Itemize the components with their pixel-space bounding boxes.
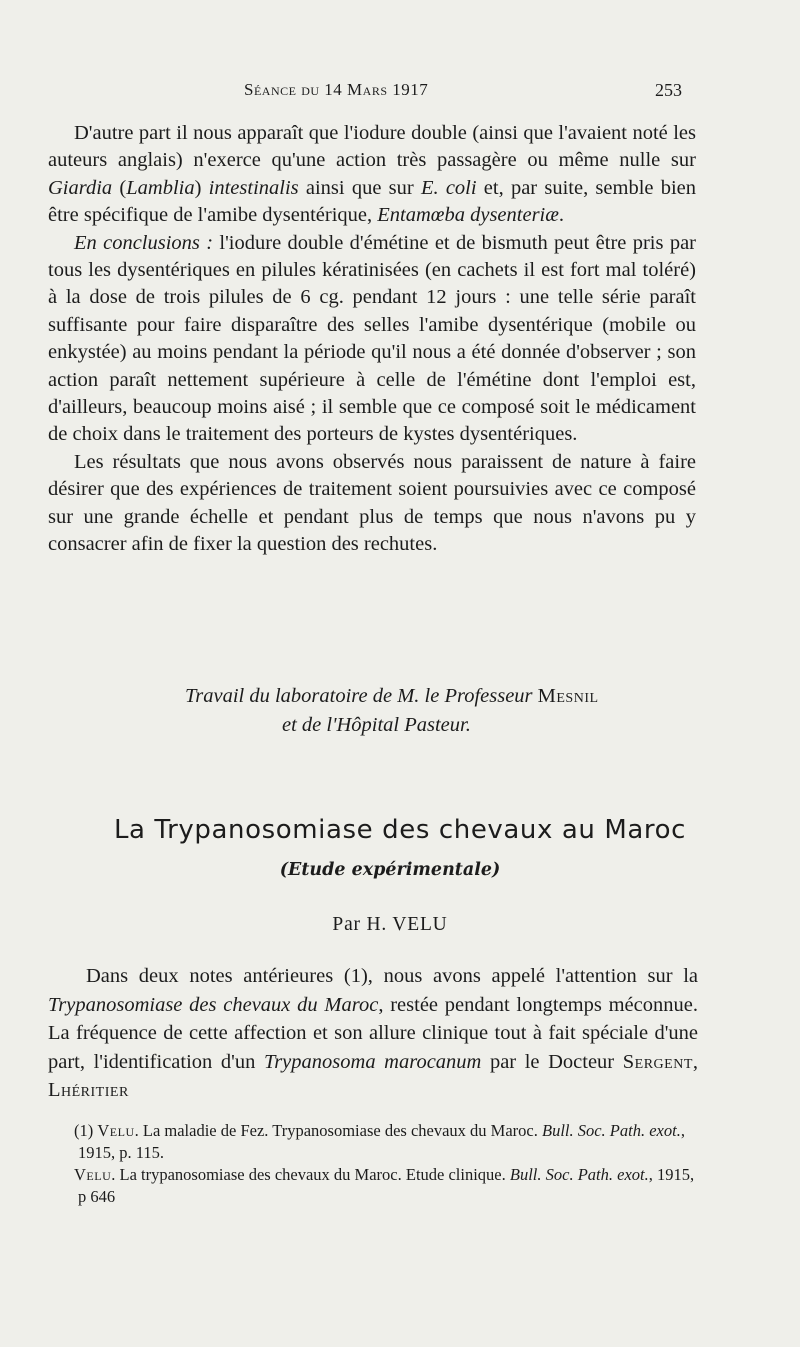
page-number: 253 [655, 80, 682, 100]
author-name: Mesnil [537, 685, 599, 707]
article-title: La Trypanosomiase des chevaux au Maroc [113, 815, 687, 845]
section-conclusion-text [48, 120, 696, 559]
paragraph: Les résultats que nous avons observés nous paraissent de nature à faire désirer que des expériences de traitement soient poursuivies avec ce composé sur une grande échelle et pendant plus de temps que nous n'avons pu y consacrer afin de fixer la question des rechutes. [48, 450, 696, 556]
article-body [48, 962, 698, 1105]
running-head [0, 80, 800, 110]
running-title: Séance du 14 Mars 1917 [244, 80, 429, 99]
paragraph: En conclusions : l'iodure double d'émétine et de bismuth peut être pris par tous les dysentériques en pilules kératinisées (en cachets il est fort mal toléré) à la dose de trois pilules de 6 cg. pendant 12 jours : une telle série paraît suffisante pour faire disparaître des selles l'amibe dysentérique (mobile ou enkystée) au moins pendant la période qu'il nous a été donnée d'observer ; son action paraît nettement supérieure à celle de l'émétine dont l'emploi est, d'ailleurs, beaucoup moins aisé ; il semble que ce composé soit le médicament de choix dans le traitement des porteurs de kystes dysentériques. [48, 231, 696, 446]
lab-credit: Travail du laboratoire de M. le Professeur Mesnil et de l'Hôpital Pasteur. [185, 685, 599, 736]
article-subtitle: (Etude expérimentale) [279, 860, 501, 880]
footnote: (1) Velu. La maladie de Fez. Trypanosomiase des chevaux du Maroc. Bull. Soc. Path. exot., 1915, p. 115. [74, 1121, 685, 1162]
paragraph: Dans deux notes antérieures (1), nous avons appelé l'attention sur la Trypanosomiase des chevaux du Maroc, restée pendant longtemps méconnue. La fréquence de cette affection et son allure clinique tout à fait spéciale d'une part, l'identification d'un Trypanosoma marocanum par le Docteur Sergent, Lhéritier [48, 965, 698, 1101]
paragraph: D'autre part il nous apparaît que l'iodure double (ainsi que l'avaient noté les auteurs anglais) n'exerce qu'une action très passagère ou même nulle sur Giardia (Lamblia) intestinalis ainsi que sur E. coli et, par suite, semble bien être spécifique de l'amibe dysentérique, Entamœba dysenteriæ. [48, 122, 697, 227]
byline: Par H. VELU [332, 914, 448, 935]
footnotes [48, 1120, 700, 1208]
footnote: Velu. La trypanosomiase des chevaux du Maroc. Etude clinique. Bull. Soc. Path. exot., 1915, p 646 [74, 1165, 695, 1206]
